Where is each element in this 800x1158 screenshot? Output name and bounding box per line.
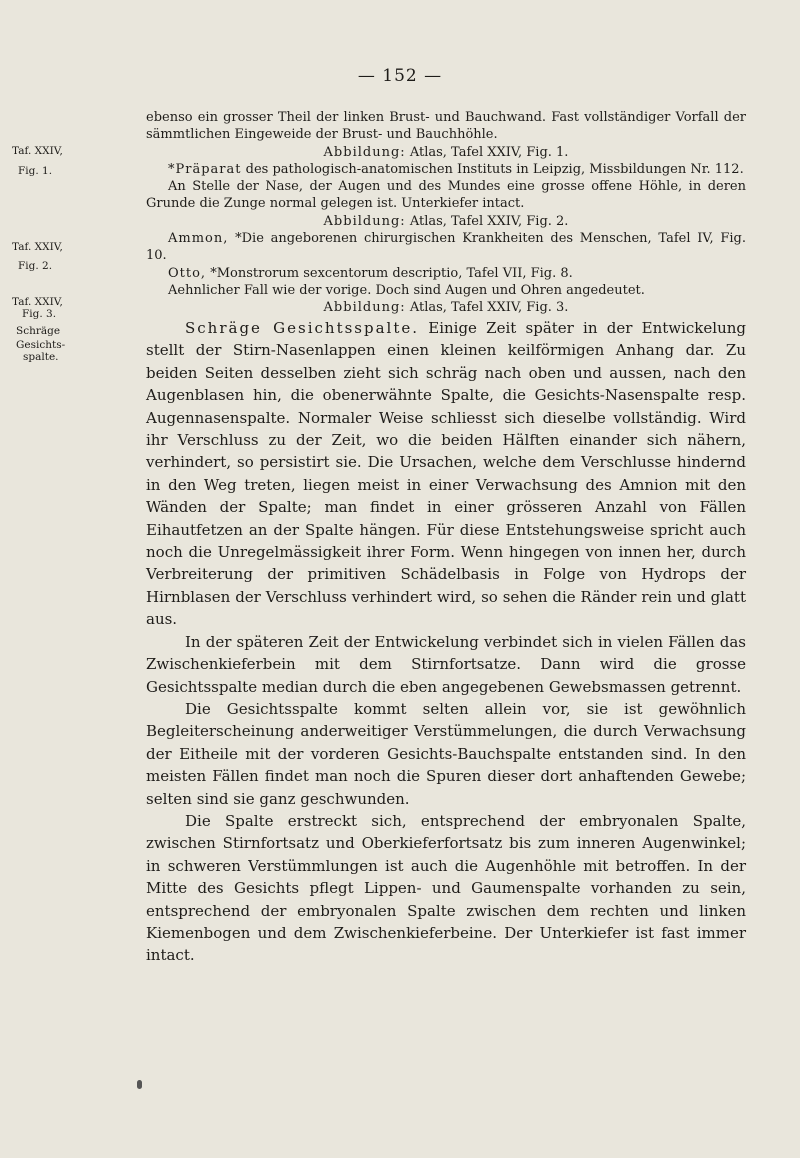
- citation-text: des pathologisch-anatomischen Instituts in Leipzig, Missbildungen Nr. 112.: [245, 161, 744, 177]
- ink-speck: [137, 1080, 142, 1089]
- small-print-block: [146, 109, 746, 317]
- small-paragraph-2: [146, 161, 746, 178]
- small-paragraph-1: ebenso ein grosser Theil der linken Brust- und Bauchwand. Fast vollständiger Vorfall der sämmtlichen Eingeweide der Brust- und Bauchhöhle.: [146, 110, 746, 143]
- author-name: Ammon,: [168, 231, 229, 247]
- atlas-reference: Atlas, Tafel XXIV, Fig. 1.: [409, 144, 569, 160]
- margin-note-fig-1: Fig. 1.: [18, 165, 53, 177]
- page-number: — 152 —: [357, 66, 443, 86]
- citation-text: *Die angeborenen chirurgischen Krankheiten des Menschen, Tafel IV, Fig. 10.: [146, 231, 746, 264]
- margin-note-taf-2: Taf. XXIV,: [12, 241, 63, 253]
- margin-note-taf-1: Taf. XXIV,: [12, 145, 63, 157]
- small-paragraph-4: [146, 230, 746, 265]
- margin-note-fig-3: Fig. 3.: [22, 308, 57, 320]
- margin-note-schraege: Schräge: [16, 325, 61, 337]
- small-paragraph-3: An Stelle der Nase, der Augen und des Mundes eine grosse offene Höhle, in deren Grunde die Zunge normal gelegen ist. Unterkiefer intact.: [146, 179, 746, 212]
- small-paragraph-5: [146, 265, 746, 282]
- figure-reference-2: [146, 213, 746, 230]
- main-text-block: [146, 317, 746, 967]
- margin-note-spalte: spalte.: [23, 351, 59, 363]
- figure-reference-1: [146, 144, 746, 161]
- small-paragraph-6: Aehnlicher Fall wie der vorige. Doch sind Augen und Ohren angedeutet.: [168, 282, 645, 298]
- margin-note-fig-2: Fig. 2.: [18, 260, 53, 272]
- atlas-reference: Atlas, Tafel XXIV, Fig. 2.: [409, 213, 569, 229]
- atlas-reference: Atlas, Tafel XXIV, Fig. 3.: [409, 300, 569, 316]
- paragraph-text: Einige Zeit später in der Entwickelung stellt der Stirn-Nasenlappen einen kleinen keilförmigen Anhang dar. Zu beiden Seiten desselben zieht sich schräg nach oben und aussen, nach den Augenblasen hin, die obenerwähnte Spalte, die Gesichts-Nasenspalte resp. Augennasenspalte. Normaler Weise schliesst sich dieselbe vollständig. Wird ihr Verschluss zu der Zeit, wo die beiden Hälften einander sich nähern, verhindert, so persistirt sie. Die Ursachen, welche dem Verschlusse hindernd in den Weg treten, liegen meist in einer Verwachsung des Amnion mit den Wänden der Spalte; man findet in einer grösseren Anzahl von Fällen Eihautfetzen an der Spalte hängen. Für diese Entstehungsweise spricht auch noch die Unregelmässigkeit ihrer Form. Wenn hingegen von innen her, durch Verbreiterung der primitiven Schädelbasis in Folge von Hydrops der Hirnblasen der Verschluss verhindert wird, so sehen die Ränder rein und glatt aus.: [146, 319, 746, 629]
- citation-text: *Monstrorum sexcentorum descriptio, Tafel VII, Fig. 8.: [210, 265, 573, 281]
- main-paragraph-1: [146, 317, 746, 631]
- abbildung-label: Abbildung:: [323, 144, 406, 160]
- figure-reference-3: [146, 299, 746, 316]
- abbildung-label: Abbildung:: [323, 300, 406, 316]
- main-paragraph-2: In der späteren Zeit der Entwickelung verbindet sich in vielen Fällen das Zwischenkieferbein mit dem Stirnfortsatze. Dann wird die grosse Gesichtsspalte median durch die eben angegebenen Gewebsmassen getrennt.: [146, 632, 746, 696]
- author-name: Otto,: [168, 265, 207, 281]
- spaced-word: *Präparat: [168, 161, 242, 177]
- abbildung-label: Abbildung:: [323, 213, 406, 229]
- margin-note-taf-3: Taf. XXIV,: [12, 296, 63, 308]
- main-paragraph-3: Die Gesichtsspalte kommt selten allein vor, sie ist gewöhnlich Begleiterscheinung anderweitiger Verstümmelungen, die durch Verwachsung der Eitheile mit der vorderen Gesichts-Bauchspalte entstanden sind. In den meisten Fällen findet man noch die Spuren dieser dort anhaftenden Gewebe; selten sind sie ganz geschwunden.: [146, 699, 746, 808]
- main-paragraph-4: Die Spalte erstreckt sich, entsprechend der embryonalen Spalte, zwischen Stirnfortsatz und Oberkieferfortsatz bis zum inneren Augenwinkel; in schweren Verstümmlungen ist auch die Augenhöhle mit betroffen. In der Mitte des Gesichts pflegt Lippen- und Gaumenspalte vorhanden zu sein, entsprechend der embryonalen Spalte zwischen dem rechten und linken Kiemenbogen und dem Zwischenkieferbeine. Der Unterkiefer ist fast immer intact.: [146, 811, 746, 965]
- section-heading: Schräge Gesichtsspalte.: [185, 319, 420, 337]
- margin-note-gesichts: Gesichts-: [16, 339, 66, 351]
